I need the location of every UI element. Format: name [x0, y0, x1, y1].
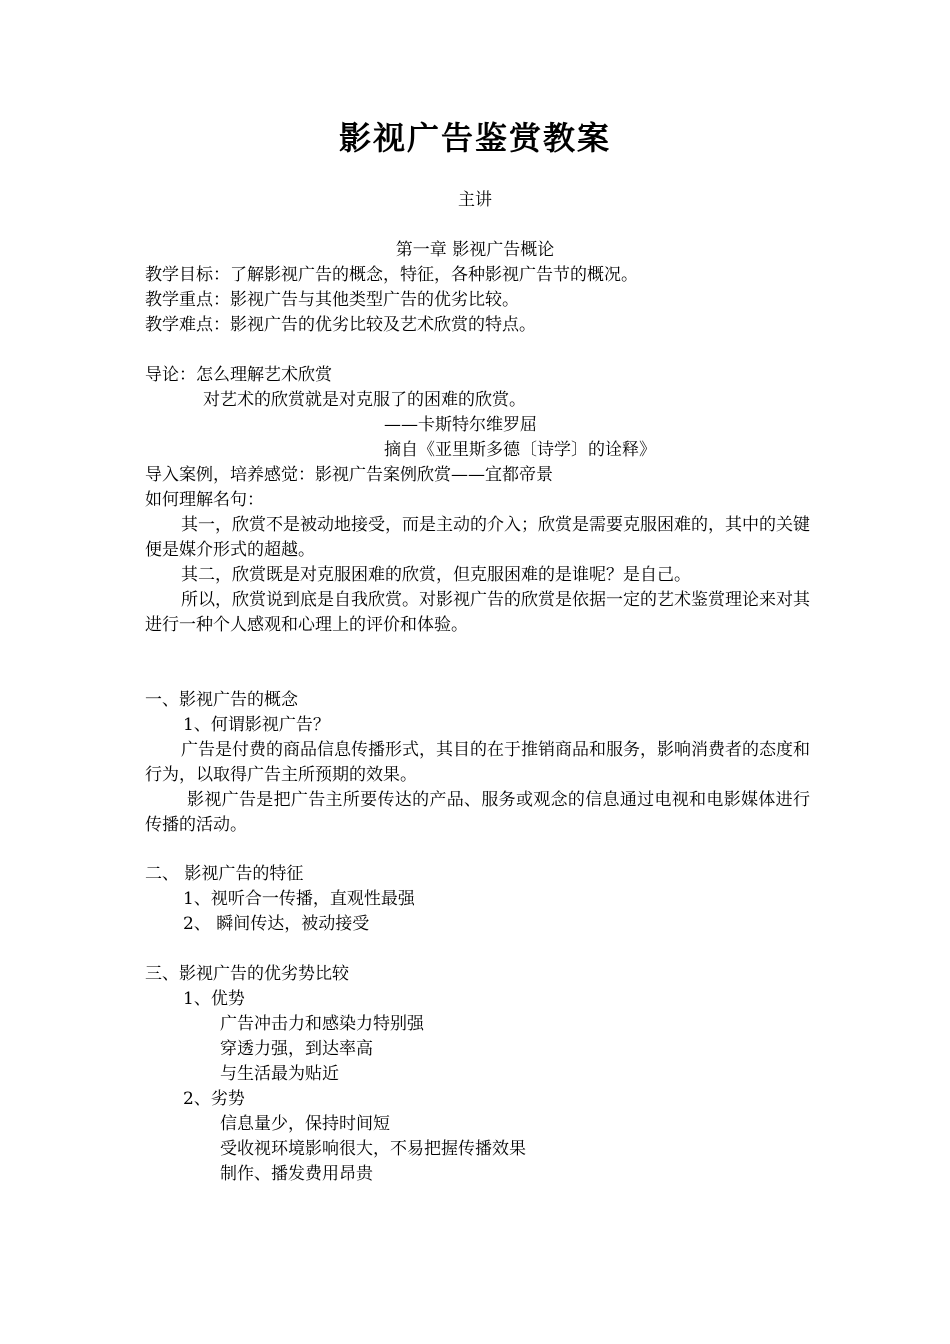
teaching-goal: 教学目标：了解影视广告的概念，特征，各种影视广告节的概况。 [145, 265, 638, 285]
page-title: 影视广告鉴赏教案 [338, 119, 611, 157]
section-2-item-1: 1、视听合一传播，直观性最强 [183, 889, 415, 909]
advantage-item: 与生活最为贴近 [220, 1064, 339, 1084]
section-1-subheading: 1、何谓影视广告？ [183, 715, 330, 735]
lecturer-label: 主讲 [458, 190, 492, 210]
section-2-item-2: 2、 瞬间传达，被动接受 [183, 914, 370, 934]
teaching-focus: 教学重点：影视广告与其他类型广告的优劣比较。 [145, 290, 519, 310]
intro-case: 导入案例，培养感觉：影视广告案例欣赏——宜都帝景 [145, 465, 553, 485]
intro-quote: 对艺术的欣赏就是对克服了的困难的欣赏。 [203, 390, 526, 410]
advantage-item: 广告冲击力和感染力特别强 [220, 1014, 424, 1034]
intro-paragraph-1: 其一，欣赏不是被动地接受，而是主动的介入；欣赏是需要克服困难的，其中的关键便是媒介形式的超越。 [145, 515, 810, 560]
chapter-heading: 第一章 影视广告概论 [395, 240, 555, 260]
section-1-paragraph-1: 广告是付费的商品信息传播形式，其目的在于推销商品和服务，影响消费者的态度和行为，以取得广告主所预期的效果。 [145, 740, 810, 785]
section-1-paragraph-2: 影视广告是把广告主所要传达的产品、服务或观念的信息通过电视和电影媒体进行传播的活动。 [145, 790, 810, 835]
disadvantage-item: 制作、播发费用昂贵 [220, 1164, 373, 1184]
advantages-heading: 1、优势 [183, 989, 245, 1009]
disadvantage-item: 受收视环境影响很大，不易把握传播效果 [220, 1139, 526, 1159]
quote-source: 摘自《亚里斯多德〔诗学〕的诠释》 [384, 440, 656, 460]
intro-heading: 导论：怎么理解艺术欣赏 [145, 365, 332, 385]
disadvantage-item: 信息量少，保持时间短 [220, 1114, 390, 1134]
quote-author: ——卡斯特尔维罗屈 [384, 415, 537, 435]
advantage-item: 穿透力强，到达率高 [220, 1039, 373, 1059]
section-1-heading: 一、影视广告的概念 [145, 690, 298, 710]
section-2-heading: 二、 影视广告的特征 [145, 864, 304, 884]
intro-how: 如何理解名句： [145, 490, 264, 510]
intro-paragraph-2: 其二，欣赏既是对克服困难的欣赏，但克服困难的是谁呢？是自己。 [181, 565, 691, 585]
intro-paragraph-3: 所以，欣赏说到底是自我欣赏。对影视广告的欣赏是依据一定的艺术鉴赏理论来对其进行一种个人感观和心理上的评价和体验。 [145, 590, 810, 635]
section-3-heading: 三、影视广告的优劣势比较 [145, 964, 349, 984]
teaching-difficulty: 教学难点：影视广告的优劣比较及艺术欣赏的特点。 [145, 315, 536, 335]
disadvantages-heading: 2、劣势 [183, 1089, 245, 1109]
